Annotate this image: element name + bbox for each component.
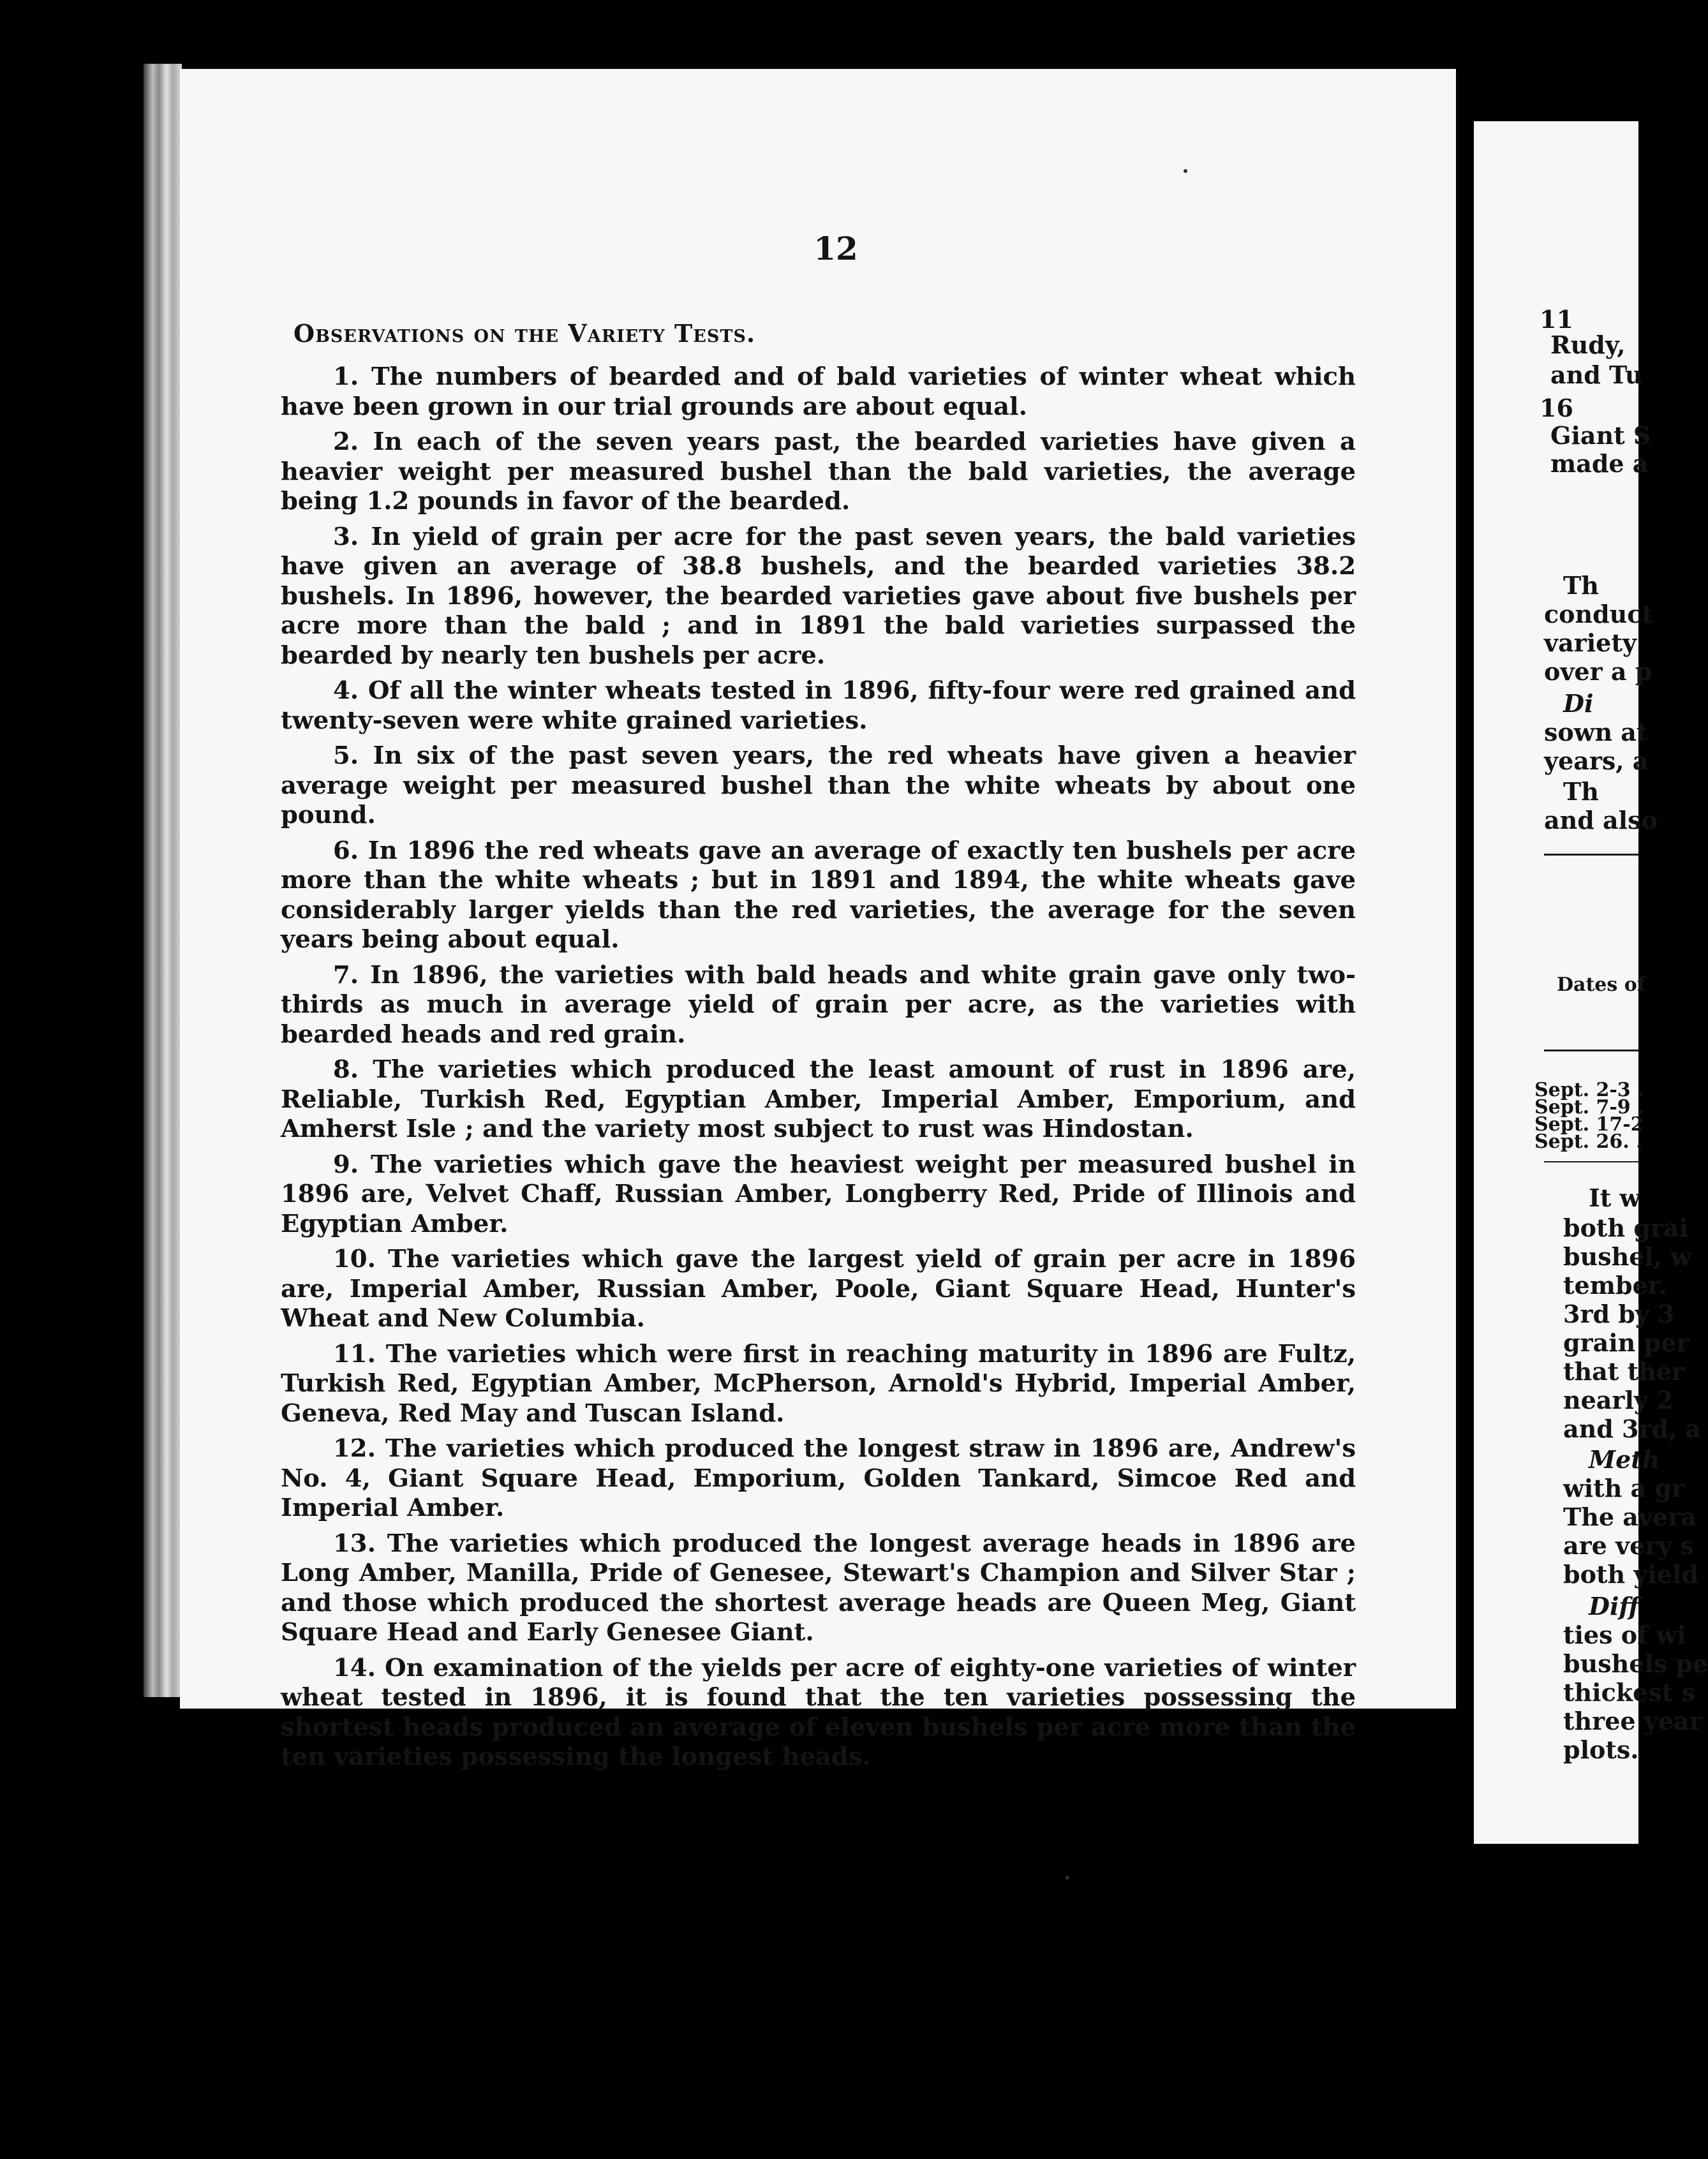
facing-line: thickest s <box>1563 1678 1695 1707</box>
facing-line: Th <box>1563 571 1599 600</box>
observation-paragraph: 11. The varieties which were first in reaching maturity in 1896 are Fultz, Turkish Red, Egyptian Amber, McPherson, Arnold's Hybrid, Imperial Amber, Geneva, Red May and Tuscan Island. <box>281 1339 1356 1428</box>
facing-line: both grai <box>1563 1213 1688 1242</box>
facing-line: Th <box>1563 777 1599 806</box>
facing-line: bushels pe <box>1563 1649 1708 1678</box>
facing-line: and Tu <box>1550 360 1643 389</box>
observation-paragraph: 5. In six of the past seven years, the red wheats have given a heavier average weight per measured bushel than the white wheats by about one pound. <box>281 741 1356 829</box>
observation-paragraph: 12. The varieties which produced the longest straw in 1896 are, Andrew's No. 4, Giant Square Head, Emporium, Golden Tankard, Simcoe Red and Imperial Amber. <box>281 1434 1356 1522</box>
observation-paragraph: 8. The varieties which produced the least amount of rust in 1896 are, Reliable, Turkish Red, Egyptian Amber, Imperial Amber, Emporium, and Amherst Isle ; and the variety most subject to rust was Hindostan. <box>281 1055 1356 1143</box>
facing-line: three year <box>1563 1707 1702 1735</box>
facing-line: grain per <box>1563 1328 1689 1357</box>
table-rule <box>1544 1161 1638 1162</box>
observation-paragraph: 9. The varieties which gave the heaviest weight per measured bushel in 1896 are, Velvet Chaff, Russian Amber, Longberry Red, Pride of Illinois and Egyptian Amber. <box>281 1150 1356 1238</box>
facing-line: years, a <box>1544 746 1649 775</box>
facing-line: plots. <box>1563 1735 1639 1764</box>
facing-line: both yield <box>1563 1560 1699 1589</box>
facing-line: that ther <box>1563 1357 1684 1386</box>
facing-line: 16 <box>1540 394 1573 422</box>
page-speck <box>1066 1876 1069 1880</box>
table-row: Sept. 17-2 <box>1534 1113 1644 1136</box>
page-number: 12 <box>813 230 858 267</box>
section-title: Observations on the Variety Tests. <box>293 319 756 348</box>
facing-line: Diff <box>1589 1592 1639 1621</box>
observation-paragraph: 1. The numbers of bearded and of bald varieties of winter wheat which have been grown in our trial grounds are about equal. <box>281 362 1356 421</box>
observation-paragraph: 4. Of all the winter wheats tested in 1896, fifty-four were red grained and twenty-seven were white grained varieties. <box>281 676 1356 735</box>
observation-paragraph: 7. In 1896, the varieties with bald heads and white grain gave only two-thirds as much in average yield of grain per acre, as the varieties with bearded heads and red grain. <box>281 960 1356 1049</box>
facing-page <box>1474 121 1708 1844</box>
facing-line: ties of wi <box>1563 1621 1686 1649</box>
facing-line: over a p <box>1544 657 1652 686</box>
facing-line: and 3rd, a <box>1563 1414 1702 1443</box>
observation-paragraph: 13. The varieties which produced the longest average heads in 1896 are Long Amber, Manilla, Pride of Genesee, Stewart's Champion and Silver Star ; and those which produced the shortest average heads are Queen Meg, Giant Square Head and Early Genesee Giant. <box>281 1529 1356 1647</box>
facing-line: Rudy, <box>1550 330 1626 359</box>
table-rule <box>1544 1050 1638 1051</box>
book-page-edge <box>144 64 182 1697</box>
facing-line: tember. <box>1563 1271 1667 1300</box>
observation-paragraph: 6. In 1896 the red wheats gave an average of exactly ten bushels per acre more than the white wheats ; but in 1891 and 1894, the white wheats gave considerably larger yields than the red varieties, the average for the seven years being about equal. <box>281 836 1356 954</box>
observation-paragraph: 2. In each of the seven years past, the bearded varieties have given a heavier weight per measured bushel than the bald varieties, the average being 1.2 pounds in favor of the bearded. <box>281 427 1356 516</box>
facing-line: It w <box>1589 1183 1641 1212</box>
table-row: Sept. 26. . <box>1534 1131 1643 1153</box>
facing-line: sown at <box>1544 718 1648 746</box>
observation-paragraph: 10. The varieties which gave the largest yield of grain per acre in 1896 are, Imperial Amber, Russian Amber, Poole, Giant Square Head, Hunter's Wheat and New Columbia. <box>281 1245 1356 1333</box>
facing-line: are very s <box>1563 1531 1695 1560</box>
observation-paragraph: 14. On examination of the yields per acre of eighty-one varieties of winter wheat tested in 1896, it is found that the ten varieties possessing the shortest heads produced an average of eleven bushels per acre more than the ten varieties possessing the longest heads. <box>281 1653 1356 1771</box>
observation-paragraph: 3. In yield of grain per acre for the past seven years, the bald varieties have given an average of 38.8 bushels, and the bearded varieties 38.2 bushels. In 1896, however, the bearded varieties gave about five bushels per acre more than the bald ; and in 1891 the bald varieties surpassed the bearded by nearly ten bushels per acre. <box>281 522 1356 670</box>
facing-line: nearly 2 <box>1563 1386 1674 1414</box>
facing-line: made a <box>1550 449 1649 478</box>
facing-line: and also <box>1544 806 1658 835</box>
facing-line: conduct <box>1544 600 1653 628</box>
facing-line: bushel, w <box>1563 1242 1692 1271</box>
table-rule <box>1544 854 1638 856</box>
page-speck <box>1184 169 1187 173</box>
table-row: Sept. 2-3 . <box>1534 1079 1644 1101</box>
facing-line: with a gr <box>1563 1474 1684 1502</box>
facing-line: 11 <box>1540 305 1573 334</box>
observations-list <box>281 362 1356 1778</box>
facing-line: Giant S <box>1550 421 1651 450</box>
facing-line: Meth <box>1589 1445 1660 1474</box>
facing-line: Di <box>1563 689 1594 718</box>
table-row: Sept. 7-9 . <box>1534 1096 1644 1118</box>
facing-line: variety <box>1544 628 1637 657</box>
facing-line: 3rd by 3 <box>1563 1300 1675 1328</box>
table-header: Dates of <box>1557 974 1645 996</box>
facing-line: The avera <box>1563 1502 1697 1531</box>
